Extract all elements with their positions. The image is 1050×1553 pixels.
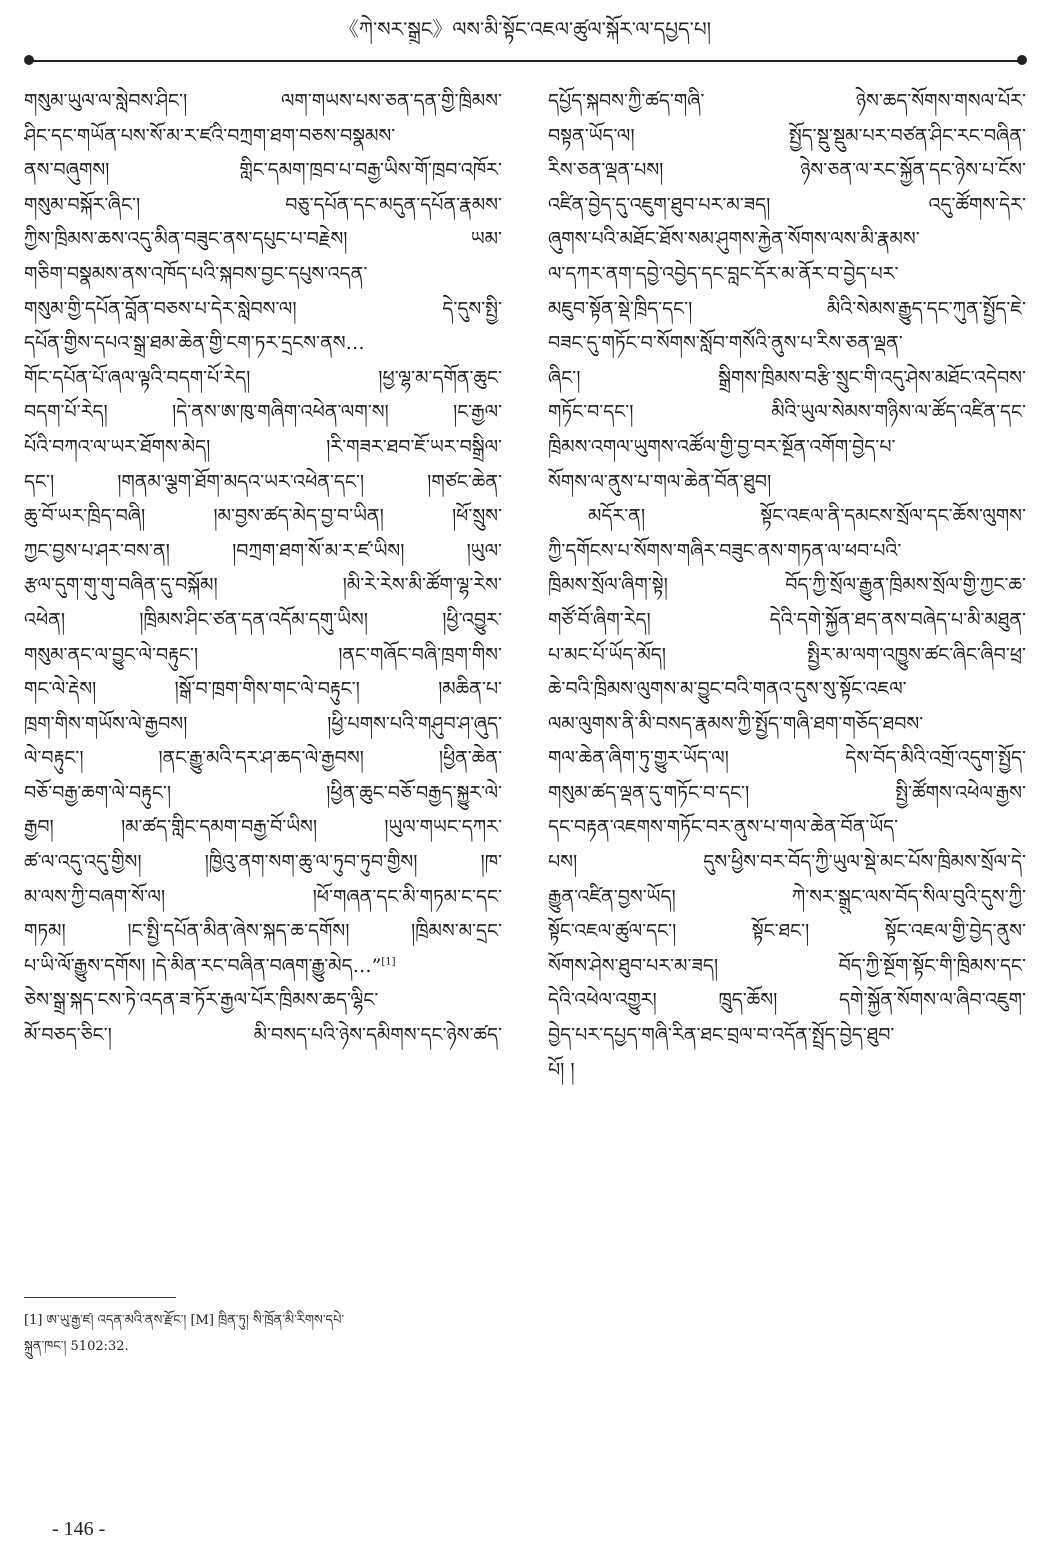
text-line-content: མོ་བཅད་ཅིང་། མི་བསད་པའི་ཉེས་དམིགས་དང་ཉེས་ཚད་ [24, 1024, 502, 1047]
text-line [24, 776, 502, 811]
text-line [24, 430, 502, 465]
text-line-content: པོ། ། [548, 1058, 575, 1081]
text-line [548, 84, 1026, 119]
header-rule-dot-left [24, 55, 34, 65]
text-line-content: དང་། །གནམ་ལྕག་ཐོག་མདའ་ཡར་འཕེན་དང་། །གཙང་ཆེན་ [24, 470, 502, 493]
text-line [24, 638, 502, 673]
text-line-content: གསུམ་ཚད་ལྡན་དུ་གཏོང་བ་དང་། སྤྱི་ཚོགས་འཕེལ་རྒྱས་ [548, 781, 1026, 804]
text-line-content: གཅིག་བསྣམས་ནས་འཁོད་པའི་སྐབས་བྱང་དཔུས་འདན་ [24, 262, 368, 285]
text-line [24, 257, 502, 292]
text-line-content: གཏོང་བ་དང་། མིའི་ཡུལ་སེམས་གཉིས་ལ་ཚོད་འཛིན་དང་ [548, 401, 1026, 424]
text-line [24, 845, 502, 880]
text-line-content: མདོར་ན། སྟོང་འཇལ་ནི་དམངས་སྲོལ་དང་ཆོས་ལུགས་ [588, 505, 1026, 528]
text-line [548, 292, 1026, 327]
text-line-content: ཁྲིམས་སྲོལ་ཞིག་སྟེ། བོད་ཀྱི་སྲོལ་རྒྱུན་ཁྲིམས་སྲོལ་གྱི་ཀྱང་ཆ་ [548, 574, 1026, 597]
text-line [24, 119, 502, 154]
text-line-content: བཅོ་བརྒྱ་ཆག་ལེ་བརྟུང་། །ཕྱིན་ཆུང་བཅོ་བརྒྱད་སྐྱུར་ལེ་ [24, 781, 502, 804]
text-line [548, 430, 1026, 465]
text-line [24, 914, 502, 949]
text-line-content: ཀྱིས་ཁྲིམས་ཆས་འདུ་མིན་བཟུང་ནས་དཔུང་པ་བརྗེས། ཡམ་ [24, 228, 502, 251]
text-line [24, 880, 502, 915]
text-line [24, 707, 502, 742]
text-line [24, 810, 502, 845]
text-line [548, 395, 1026, 430]
text-line-content: གོང་དཔོན་པོ་ཞལ་ལྟའི་བདག་པོ་རེད། །ཕྱ་ལྷ་མ་དགོན་ཆུང་ [24, 366, 502, 389]
text-line-content: མཇུབ་སྟོན་སྡེ་ཁྲིད་དང་། མིའི་སེམས་རྒྱུད་དང་ཀུན་སྤྱོད་ཇེ་ [548, 297, 1026, 320]
text-line-content: ཆེ་བའི་ཁྲིམས་ལུགས་མ་བྱུང་བའི་གནའ་དུས་སུ་སྟོང་འཇལ་ [548, 678, 907, 701]
header-rule [30, 60, 1022, 62]
running-header [0, 14, 1050, 44]
text-line-content: པོའི་བཀའ་ལ་ཡར་ཐོགས་མེད། །རི་གཟར་ཐབ་ཇོ་ཡར་བསྒྲིལ་ [24, 435, 502, 458]
text-line [548, 188, 1026, 223]
text-line-content: ལམ་ལུགས་ནི་མི་བསད་རྣམས་ཀྱི་སྤྱོད་གཞི་ཐག་གཅོད་ཐབས་ [548, 712, 924, 735]
text-line [548, 983, 1026, 1018]
text-line-content: གསུམ་ནང་ལ་བྱུང་ལེ་བརྟུང་། །ནང་གཞོང་བཞི་ཁྲག་གིས་ [24, 643, 502, 666]
text-line-content: བདག་པོ་རེད། །དེ་ནས་ཨ་ཁུ་གཞིག་འཕེན་ལག་ས། །ང་རྒྱལ་ [24, 401, 502, 424]
text-line-content: གསུམ་ཡུལ་ལ་སླེབས་ཤིང་། ལག་གཡས་པས་ཅན་དན་གྱི་ཁྲིམས་ [24, 90, 502, 112]
text-line-content: དཔྱོད་སྐབས་ཀྱི་ཚད་གཞི་ ཉེས་ཆད་སོགས་གསལ་པོར་ [548, 90, 1026, 112]
text-line [24, 395, 502, 430]
text-line-content: པ་མང་པོ་ཡོད་མོད། སྤྱིར་མ་ལག་འཁྱུས་ཚང་ཞིང་ཞིབ་ཕྲ་ [548, 643, 1026, 666]
text-line [548, 499, 1026, 534]
text-line-content: རིས་ཅན་ལྡན་པས། ཉེས་ཅན་ལ་རང་སྐྱོན་དང་ཉེས་པ་ངོས་ [548, 159, 1026, 182]
text-line-content: དེའི་འཕེལ་འགྱུར། ཁྲུད་ཆོས། དགེ་སྐྱོན་སོགས་ལ་ཞིབ་འཇུག་ [548, 989, 1026, 1012]
text-line-content: ཁྲག་གིས་གཡོས་ལེ་རྒྱབས། །ཕྱི་པགས་པའི་གཤུབ་ཤ་ཞུད་ [24, 712, 502, 735]
text-line-content: ཀྱི་དགོངས་པ་སོགས་གཞིར་བཟུང་ནས་གཏན་ལ་ཕབ་པའི་ [548, 539, 902, 562]
footnote-marker[interactable]: [1] [381, 956, 396, 968]
text-line-content: ཚ་ལ་འདུ་འདུ་གྱིས། །ཁྱིའུ་ནག་སག་ཆུ་ལ་ཏུབ་ཏུབ་གྱིས། །ཁ་ [24, 851, 502, 874]
text-line [548, 845, 1026, 880]
text-line-content: འཕེན། །ཁྲིམས་ཤིང་ཙན་དན་འདོམ་དགུ་ཡིས། །ཕྱི་འབྱུར་ [24, 608, 502, 631]
text-line [24, 603, 502, 638]
text-line-content: ཁྲིམས་འགལ་ཡུགས་འཚོལ་གྱི་བྱ་བར་སྔོན་འགོག་བྱེད་པ་ [548, 435, 896, 458]
text-line-content: གཏམ། །ང་སྤྱི་དཔོན་མིན་ཞེས་སྐད་ཆ་དགོས། །ཁྲིམས་མ་དྲང་ [24, 920, 502, 943]
text-line [548, 1018, 1026, 1053]
text-line-content: གསུམ་གྱི་དཔོན་བློན་བཅས་པ་དེར་སླེབས་ལ། དེ་དུས་སྤྱི་ [24, 297, 502, 320]
text-line [24, 949, 502, 984]
text-line-content: ཆུ་བོ་ཡར་ཁྲིད་བཞི། །མ་བྱས་ཚད་མེད་བྱ་བ་ཡིན། །ཕོ་སྲུས་ [24, 505, 502, 528]
text-line [548, 810, 1026, 845]
text-line [548, 1053, 1026, 1088]
text-line-content: བསྟན་ཡོད་ལ། སྤྱོད་སྡུ་སྡུམ་པར་བཙན་ཤིང་རང་བཞིན་ [548, 124, 1026, 147]
text-line-content: གསུམ་བསྐོར་ཞིང་། བཅུ་དཔོན་དང་མདུན་དཔོན་རྣམས་ [24, 193, 502, 216]
text-line [548, 361, 1026, 396]
header-rule-dot-right [1017, 55, 1027, 65]
footnote-line: སྐྲུན་ཁང་། 5102:32. [24, 1339, 129, 1354]
text-line [24, 292, 502, 327]
text-line-content: སོགས་ཤེས་ཐུབ་པར་མ་ཟད། བོད་ཀྱི་སྔོག་སྟོང་གི་ཁྲིམས་དང་ [548, 954, 1026, 977]
text-line [548, 880, 1026, 915]
left-text-column [24, 84, 502, 1053]
text-line [548, 326, 1026, 361]
text-line-content: སོགས་ལ་ནུས་པ་གལ་ཆེན་བོན་ཐུབ། [548, 470, 772, 493]
text-line-content: ནས་བཞུགས། གླིང་དམག་ཁྲབ་པ་བརྒྱ་ཡིས་གོ་ཁྲབ་འཁོར་ [24, 159, 502, 182]
text-line [548, 534, 1026, 569]
text-line-content: དཔོན་གྱིས་དཔའ་སྒྲ་ཐམ་ཆེན་གྱི་ངག་ཏར་དྲངས་ནས… [24, 332, 365, 355]
text-line [548, 672, 1026, 707]
text-line [24, 568, 502, 603]
text-line-content: བཟང་དུ་གཏོང་བ་སོགས་སློབ་གསོའི་ནུས་པ་རིས་ཅན་ལྡན་ [548, 332, 903, 355]
text-line [548, 914, 1026, 949]
text-line [548, 119, 1026, 154]
text-line [24, 84, 502, 119]
text-line [24, 326, 502, 361]
text-line [548, 603, 1026, 638]
text-line [24, 499, 502, 534]
text-line-content: ཞུགས་པའི་མཐོང་ཐོས་སམ་ཤུགས་རྐྱེན་སོགས་ལས་མི་རྣམས་ [548, 228, 920, 251]
text-line [548, 222, 1026, 257]
footnote-rule [24, 1297, 176, 1298]
text-line [548, 153, 1026, 188]
text-line-content: བྱེད་པར་དཔྱད་གཞི་རིན་ཐང་བྲལ་བ་འདོན་སྤྲོད་བྱེད་ཐུབ་ [548, 1024, 895, 1047]
text-line-content: རྩལ་དུག་གུ་གུ་བཞིན་དུ་བསྐོམ། །མི་རེ་རེས་མི་ཚོག་ལྷ་རེས་ [24, 574, 502, 597]
text-line-content: དང་བརྟན་འཇགས་གཏོང་བར་ནུས་པ་གལ་ཆེན་བོན་ཡོད་ [548, 816, 899, 839]
right-text-column [548, 84, 1026, 1087]
text-line [548, 638, 1026, 673]
text-line-content: འཛིན་བྱེད་དུ་འཇུག་ཐུབ་པར་མ་ཟད། འདུ་ཚོགས་དེར་ [548, 193, 1026, 216]
text-line [24, 983, 502, 1018]
text-line-content: ལེ་བརྟུང་། །ནང་རྒྱུ་མའི་དར་ཤ་ཆད་ལེ་རྒྱབས། །ཕྱིན་ཆེན་ [24, 747, 502, 770]
text-line [548, 707, 1026, 742]
text-line-content: གཙོ་བོ་ཞིག་རེད། དེའི་དགེ་སྐྱོན་ཐད་ནས་བཞེད་པ་མི་མཐུན་ [548, 608, 1026, 631]
text-line-content: ཀྱང་བྱས་པ་ཤར་བས་ན། །བཀྲག་ཐག་སོ་མ་ར་ཛ་ཡིས། །ཡུལ་ [24, 539, 502, 562]
text-line [24, 465, 502, 500]
footnote-line: [1] ཨ་ཡུ་རྒྱ་ཛ། འདན་མའི་ནས་རྫོང་། [M] ཁྲིན་ཏུ། སི་ཁྲོན་མི་རིགས་དཔེ་ [24, 1313, 345, 1328]
text-line [548, 568, 1026, 603]
text-line-content: རྒྱུན་འཛིན་བྱས་ཡོད། ཀེ་སར་སྒྲུང་ལས་བོད་སིལ་བུའི་དུས་ཀྱི་ [548, 885, 1026, 908]
text-line-content: ཞིང་། སྒྲིགས་ཁྲིམས་བརྩི་སྲུང་གི་འདུ་ཤེས་མཐོང་འདེབས་ [548, 366, 1026, 389]
page-number: - 146 - [52, 1518, 106, 1540]
text-line-content: མ་ལས་ཀྱི་བཞག་སོ་ལ། །ཕོ་གཞན་དང་མི་གཏམ་ང་དང་ [24, 885, 502, 908]
running-header-title: 《ཀེ་སར་སྒྲུང》ལས་མི་སྟོང་འཇལ་ཚུལ་སྐོར་ལ་དཔྱད་པ། [338, 17, 712, 41]
text-line [548, 257, 1026, 292]
text-line-content: ཅེས་སྒྲ་སྐད་ངས་ཏེ་འདན་ཟ་ཏོར་རྒྱལ་པོར་ཁྲིམས་ཆད་ལྷིང་ [24, 989, 379, 1012]
text-line [24, 534, 502, 569]
text-line [24, 741, 502, 776]
footnote [24, 1308, 502, 1360]
text-line-content: རྒྱབ། །མ་ཚད་གླིང་དམག་བརྒྱ་བོ་ཡིས། །ཡུལ་གཡང་དཀར་ [24, 816, 502, 839]
text-line [548, 465, 1026, 500]
text-line [24, 222, 502, 257]
text-line-content: པ་ཡི་ལོ་རྒྱུས་དགོས། །དེ་མིན་རང་བཞིན་བཞག་རྒྱུ་མེད…” [24, 954, 382, 977]
text-line [24, 361, 502, 396]
text-line [548, 949, 1026, 984]
text-line-content: སྟོང་འཇལ་ཚུལ་དང་། སྟོང་ཐང་། སྟོང་འཇལ་གྱི་བྱེད་ནུས་ [548, 920, 1026, 943]
text-line [548, 776, 1026, 811]
text-line-content: གལ་ཆེན་ཞིག་ཏུ་གྱུར་ཡོད་ལ། དེས་བོད་མིའི་འགྲོ་འདུག་སྤྱོད་ [548, 747, 1026, 770]
text-line-content: པས། དུས་ཕྱིས་བར་བོད་ཀྱི་ཡུལ་སྡེ་མང་པོས་ཁྲིམས་སྲོལ་དེ་ [548, 851, 1026, 874]
text-line [548, 741, 1026, 776]
text-line [24, 188, 502, 223]
text-line [24, 1018, 502, 1053]
text-line-content: གང་ལེ་རྡེས། །སྒོ་བ་ཁྲག་གིས་གང་ལེ་བརྟུང་། །མཆིན་པ་ [24, 678, 502, 701]
text-line-content: ཤིང་དང་གཡོན་པས་སོ་མ་ར་ཛའི་བཀྲག་ཐག་བཅས་བསྣམས་ [24, 124, 396, 147]
text-line [24, 153, 502, 188]
text-line [24, 672, 502, 707]
text-line-content: ལ་དཀར་ནག་དབྱེ་འབྱེད་དང་བླང་དོར་མ་ནོར་བ་བྱེད་པར་ [548, 262, 899, 285]
